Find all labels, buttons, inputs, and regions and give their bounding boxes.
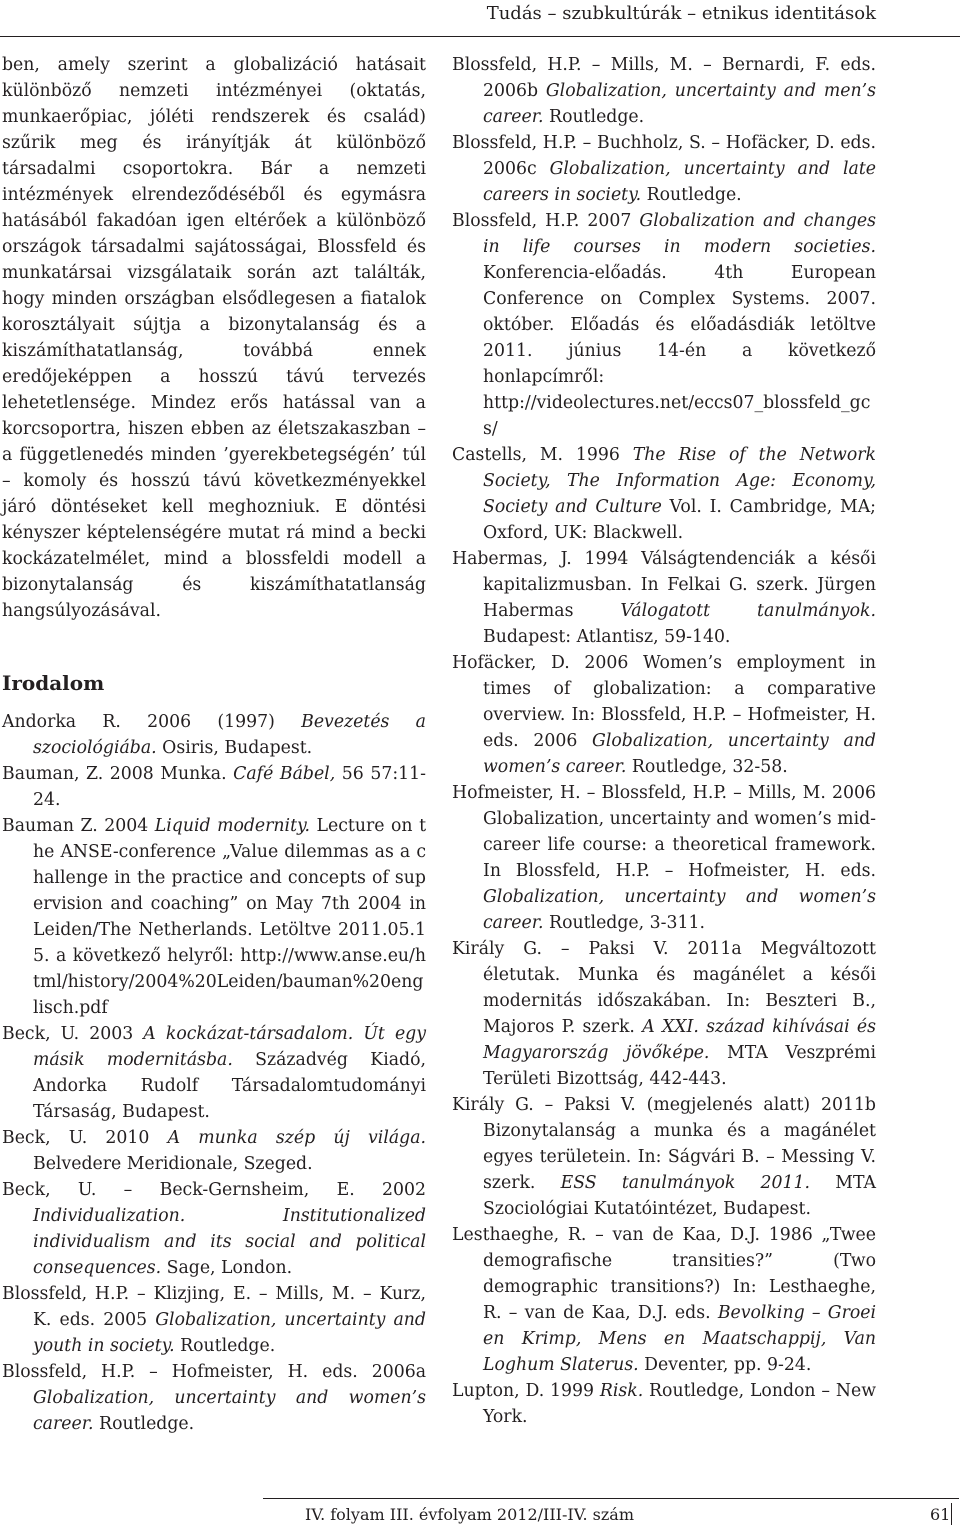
reference-entry: Beck, U. 2003 A kockázat-társadalom. Út egy másik modernitásba. Századvég Kiadó, Andorka Rudolf Társadalomtudományi Társaság, Budapest.	[2, 1024, 426, 1122]
reference-entry: Castells, M. 1996 The Rise of the Network Society, The Information Age: Economy, Society and Culture Vol. I. Cambridge, MA; Oxford, UK: Blackwell.	[452, 445, 876, 543]
right-column	[452, 52, 876, 1430]
running-header: Tudás – szubkultúrák – etnikus identitások	[486, 3, 876, 24]
references-heading: Irodalom	[2, 671, 105, 695]
footer-rule	[263, 1498, 959, 1499]
reference-entry: Blossfeld, H.P. – Buchholz, S. – Hofäcker, D. eds. 2006c Globalization, uncertainty and late careers in society. Routledge.	[452, 133, 876, 205]
journal-issue: IV. folyam III. évfolyam 2012/III-IV. szám	[305, 1505, 634, 1524]
page-number: 61	[930, 1505, 951, 1524]
left-column	[2, 52, 426, 1437]
reference-entry: Bauman Z. 2004 Liquid modernity. Lecture on the ANSE-conference „Value dilemmas as a challenge in the practice and concepts of supervision and coaching” on May 7th 2004 in Leiden/The Netherlands. Letöltve 2011.05.15. a következő helyről: http://www.anse.eu/html/history/2004%20Leiden/bauman%20englisch.pdf	[2, 816, 427, 1018]
reference-entry: Hofmeister, H. – Blossfeld, H.P. – Mills, M. 2006 Globalization, uncertainty and women’s mid-career life course: a theoretical framework. In Blossfeld, H.P. – Hofmeister, H. eds. Globalization, uncertainty and women’s career. Routledge, 3-311.	[452, 783, 876, 933]
references-list-left	[2, 709, 426, 1437]
reference-entry: Blossfeld, H.P. – Klizjing, E. – Mills, M. – Kurz, K. eds. 2005 Globalization, uncertainty and youth in society. Routledge.	[2, 1284, 426, 1356]
reference-entry: Bauman, Z. 2008 Munka. Café Bábel, 56 57:11-24.	[2, 764, 426, 810]
reference-entry: Andorka R. 2006 (1997) Bevezetés a szociológiába. Osiris, Budapest.	[2, 712, 426, 758]
reference-entry: Blossfeld, H.P. – Mills, M. – Bernardi, F. eds. 2006b Globalization, uncertainty and men’s career. Routledge.	[452, 55, 876, 127]
reference-entry: Hofäcker, D. 2006 Women’s employment in times of globalization: a comparative overview. In: Blossfeld, H.P. – Hofmeister, H. eds. 2006 Globalization, uncertainty and women’s career. Routledge, 32-58.	[452, 653, 876, 777]
reference-entry: Habermas, J. 1994 Válságtendenciák a késői kapitalizmusban. In Felkai G. szerk. Jürgen Habermas Válogatott tanulmányok. Budapest: Atlantisz, 59-140.	[452, 549, 876, 647]
reference-entry: Király G. – Paksi V. (megjelenés alatt) 2011b Bizonytalanság a munka és a magánélet egyes területein. In: Ságvári B. – Messing V. szerk. ESS tanulmányok 2011. MTA Szociológiai Kutatóintézet, Budapest.	[452, 1095, 876, 1219]
reference-entry: Blossfeld, H.P. 2007 Globalization and changes in life courses in modern societies. Konferencia-előadás. 4th European Conference on Complex Systems. 2007. október. Előadás és előadásdiák letöltve 2011. június 14-én a következő honlapcímről: http://videolectures.net/eccs07_blossfeld_gcs/	[452, 211, 877, 439]
reference-entry: Lesthaeghe, R. – van de Kaa, D.J. 1986 „Twee demografische transities?” (Two demographic transitions?) In: Lesthaeghe, R. – van de Kaa, D.J. eds. Bevolking – Groei en Krimp, Mens en Maatschappij, Van Loghum Slaterus. Deventer, pp. 9-24.	[452, 1225, 876, 1375]
header-rule	[0, 36, 960, 37]
references-list-right	[452, 52, 876, 1430]
reference-entry: Lupton, D. 1999 Risk. Routledge, London – New York.	[452, 1381, 876, 1427]
reference-entry: Beck, U. – Beck-Gernsheim, E. 2002 Individualization. Institutionalized individualism and its social and political consequences. Sage, London.	[2, 1180, 426, 1278]
reference-entry: Király G. – Paksi V. 2011a Megváltozott életutak. Munka és magánélet a késői modernitás időszakában. In: Beszteri B., Majoros P. szerk. A XXI. század kihívásai és Magyarország jövőképe. MTA Veszprémi Területi Bizottság, 442-443.	[452, 939, 876, 1089]
page-number-separator	[951, 1503, 952, 1525]
body-paragraph: ben, amely szerint a globalizáció hatásait különböző nemzeti intézményei (oktatás, munkaerőpiac, jóléti rendszerek és család) szűrik meg és irányítják át különböző társadalmi csoportokra. Bár a nemzeti intézmények elrendeződéséből és egymásra hatásából fakadóan igen eltérőek a különböző országok társadalmi sajátosságai, Blossfeld és munkatársai vizsgálataik során azt találták, hogy minden országban elsődlegesen a fiatalok korosztályait sújtja a bizonytalanság és a kiszámíthatatlanság, továbbá ennek eredőjeképpen a hosszú távú tervezés lehetetlensége. Mindez erős hatással van a korcsoportra, hiszen ebben az életszakaszban – a függetlenedés minden ’gyerekbetegségén’ túl – komoly és hosszú távú következményekkel járó döntéseket kell meghozniuk. E döntési kényszer képtelenségére mutat rá mind a becki kockázatelmélet, mind a blossfeldi modell a bizonytalanság és kiszámíthatatlanság hangsúlyozásával.	[2, 55, 426, 621]
reference-entry: Blossfeld, H.P. – Hofmeister, H. eds. 2006a Globalization, uncertainty and women’s career. Routledge.	[2, 1362, 426, 1434]
reference-entry: Beck, U. 2010 A munka szép új világa. Belvedere Meridionale, Szeged.	[2, 1128, 427, 1174]
